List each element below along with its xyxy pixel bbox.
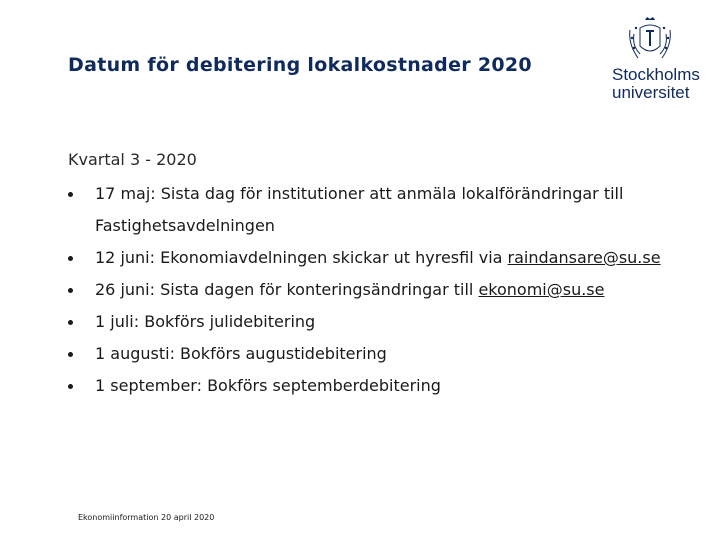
list-item bbox=[68, 242, 708, 274]
list-item bbox=[68, 306, 708, 338]
bullet-list bbox=[68, 178, 708, 402]
university-seal-icon bbox=[612, 16, 688, 66]
list-item-text: 12 juni: Ekonomiavdelningen skickar ut hyresfil via bbox=[95, 248, 508, 267]
list-item bbox=[68, 338, 708, 370]
bullet-icon bbox=[68, 192, 73, 197]
university-logo bbox=[612, 16, 700, 102]
logo-line-2: universitet bbox=[612, 83, 690, 102]
list-item-text: 26 juni: Sista dagen för konteringsändringar till bbox=[95, 280, 479, 299]
bullet-icon bbox=[68, 320, 73, 325]
slide-title: Datum för debitering lokalkostnader 2020 bbox=[68, 54, 532, 76]
list-item-text: 1 juli: Bokförs julidebitering bbox=[95, 312, 316, 331]
list-item-text: 17 maj: Sista dag för institutioner att anmäla lokalförändringar till Fastighetsavdelningen bbox=[95, 184, 624, 235]
bullet-icon bbox=[68, 288, 73, 293]
logo-line-1: Stockholms bbox=[612, 65, 700, 84]
list-item bbox=[68, 370, 708, 402]
bullet-icon bbox=[68, 352, 73, 357]
email-link-ekonomi[interactable]: ekonomi@su.se bbox=[478, 280, 605, 299]
list-item-text: 1 augusti: Bokförs augustidebitering bbox=[95, 344, 387, 363]
bullet-icon bbox=[68, 384, 73, 389]
slide-footer: Ekonomiinformation 20 april 2020 bbox=[78, 513, 215, 522]
section-subtitle: Kvartal 3 - 2020 bbox=[68, 150, 197, 169]
bullet-icon bbox=[68, 256, 73, 261]
list-item-text: 1 september: Bokförs septemberdebitering bbox=[95, 376, 441, 395]
list-item bbox=[68, 178, 708, 242]
list-item bbox=[68, 274, 708, 306]
email-link-raindansare[interactable]: raindansare@su.se bbox=[507, 248, 661, 267]
